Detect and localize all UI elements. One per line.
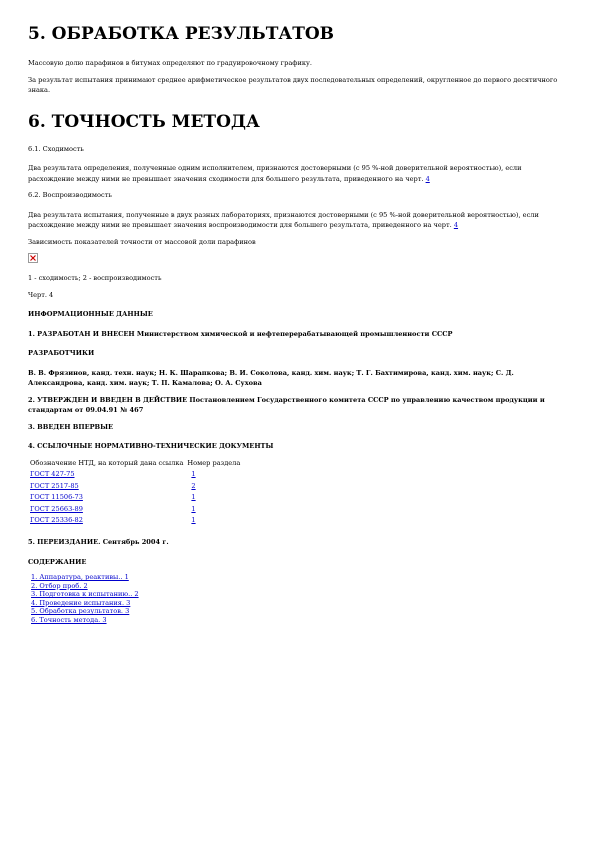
toc-link[interactable]: 3. Подготовка к испытанию.. 2 [31, 590, 139, 599]
developers-list: В. В. Фрязинов, канд. техн. наук; Н. К. Шарапкова; В. И. Соколова, канд. хим. наук; Т. Г. Бахтимирова, канд. хим. наук; С. Д. Александрова, канд. хим. наук; Т. П. Камалова; О. А. Сухова [28, 368, 514, 387]
gost-link[interactable]: ГОСТ 11506-73 [30, 493, 83, 502]
table-row [28, 504, 242, 516]
toc-link[interactable]: 4. Проведение испытания. 3 [31, 598, 131, 607]
toc-link[interactable]: 2. Отбор проб. 2 [31, 581, 88, 590]
broken-image-icon [28, 253, 38, 263]
gost-link[interactable]: ГОСТ 427-75 [30, 470, 75, 479]
subsection-6-2-text [28, 210, 568, 231]
section-link[interactable]: 2 [191, 481, 196, 490]
subsection-6-2-title: 6.2. Воспроизводимость [28, 191, 112, 199]
figure-label: Черт. 4 [28, 290, 54, 299]
table-row [28, 492, 242, 504]
toc-link[interactable]: 5. Обработка результатов. 3 [31, 607, 130, 616]
section-5-paragraph-1: Массовую долю парафинов в битумах определяют по градуировочному графику. [28, 59, 312, 67]
table-row [28, 481, 242, 493]
section-link[interactable]: 1 [191, 493, 196, 502]
info-item-4: 4. ССЫЛОЧНЫЕ НОРМАТИВНО-ТЕХНИЧЕСКИЕ ДОКУМЕНТЫ [28, 442, 274, 450]
figure-caption: Зависимость показателей точности от массовой доли парафинов [28, 237, 256, 246]
section-6-heading: 6. ТОЧНОСТЬ МЕТОДА [28, 111, 260, 132]
subsection-6-1-title: 6.1. Сходимость [28, 144, 84, 153]
figure-4-link[interactable]: 4 [425, 174, 430, 183]
info-item-3: 3. ВВЕДЕН ВПЕРВЫЕ [28, 422, 114, 431]
table-of-contents [28, 573, 568, 625]
gost-link[interactable]: ГОСТ 2517-85 [30, 481, 79, 490]
table-row [28, 515, 242, 527]
gost-link[interactable]: ГОСТ 25663-89 [30, 504, 83, 513]
subsection-6-2-body: Два результата испытания, полученные в двух разных лабораториях, признаются достоверными (с 95 %-ной доверительной вероятностью), если расхождение между ними не превышает значения воспроизводимости для большего результата, приведенного на черт. [28, 210, 539, 229]
contents-title: СОДЕРЖАНИЕ [28, 557, 87, 566]
table-header-section: Номер раздела [187, 458, 241, 467]
figure-4-link-2[interactable]: 4 [453, 221, 459, 229]
table-row [28, 469, 242, 481]
subsection-6-1-body: Два результата определения, полученные одним исполнителем, признаются достоверными (с 95 %-ной доверительной вероятностью), если расхождение между ними не превышает значения сходимости для большего результата, приведенного на черт. [28, 164, 522, 183]
table-header-row [28, 458, 242, 470]
toc-link[interactable]: 1. Аппаратура, реактивы.. 1 [31, 573, 129, 582]
toc-link[interactable]: 6. Точность метода. 3 [31, 616, 107, 625]
document-page [28, 14, 568, 625]
section-link[interactable]: 1 [191, 470, 196, 479]
info-item-5: 5. ПЕРЕИЗДАНИЕ. Сентябрь 2004 г. [28, 538, 169, 547]
section-link[interactable]: 1 [191, 516, 196, 525]
references-table [28, 458, 242, 528]
gost-link[interactable]: ГОСТ 25336-82 [30, 516, 83, 525]
info-item-2: 2. УТВЕРЖДЕН И ВВЕДЕН В ДЕЙСТВИЕ Постановлением Государственного комитета СССР по управлению качеством продукции и стандартам от 09.04.91 № 467 [28, 395, 545, 414]
info-title: ИНФОРМАЦИОННЫЕ ДАННЫЕ [28, 310, 153, 318]
info-item-1: 1. РАЗРАБОТАН И ВНЕСЕН Министерством химической и нефтеперерабатывающей промышленности СССР [28, 329, 453, 338]
section-5-heading: 5. ОБРАБОТКА РЕЗУЛЬТАТОВ [28, 24, 335, 44]
developers-title: РАЗРАБОТЧИКИ [28, 349, 95, 357]
section-5-paragraph-2: За результат испытания принимают среднее арифметическое результатов двух последовательных определений, округленное до первого десятичного знака. [28, 75, 558, 94]
figure-legend: 1 - сходимость; 2 - воспроизводимость [28, 274, 162, 282]
section-link[interactable]: 1 [191, 504, 196, 513]
table-header-doc: Обозначение НТД, на который дана ссылка [30, 458, 184, 467]
subsection-6-1-text [28, 163, 568, 184]
